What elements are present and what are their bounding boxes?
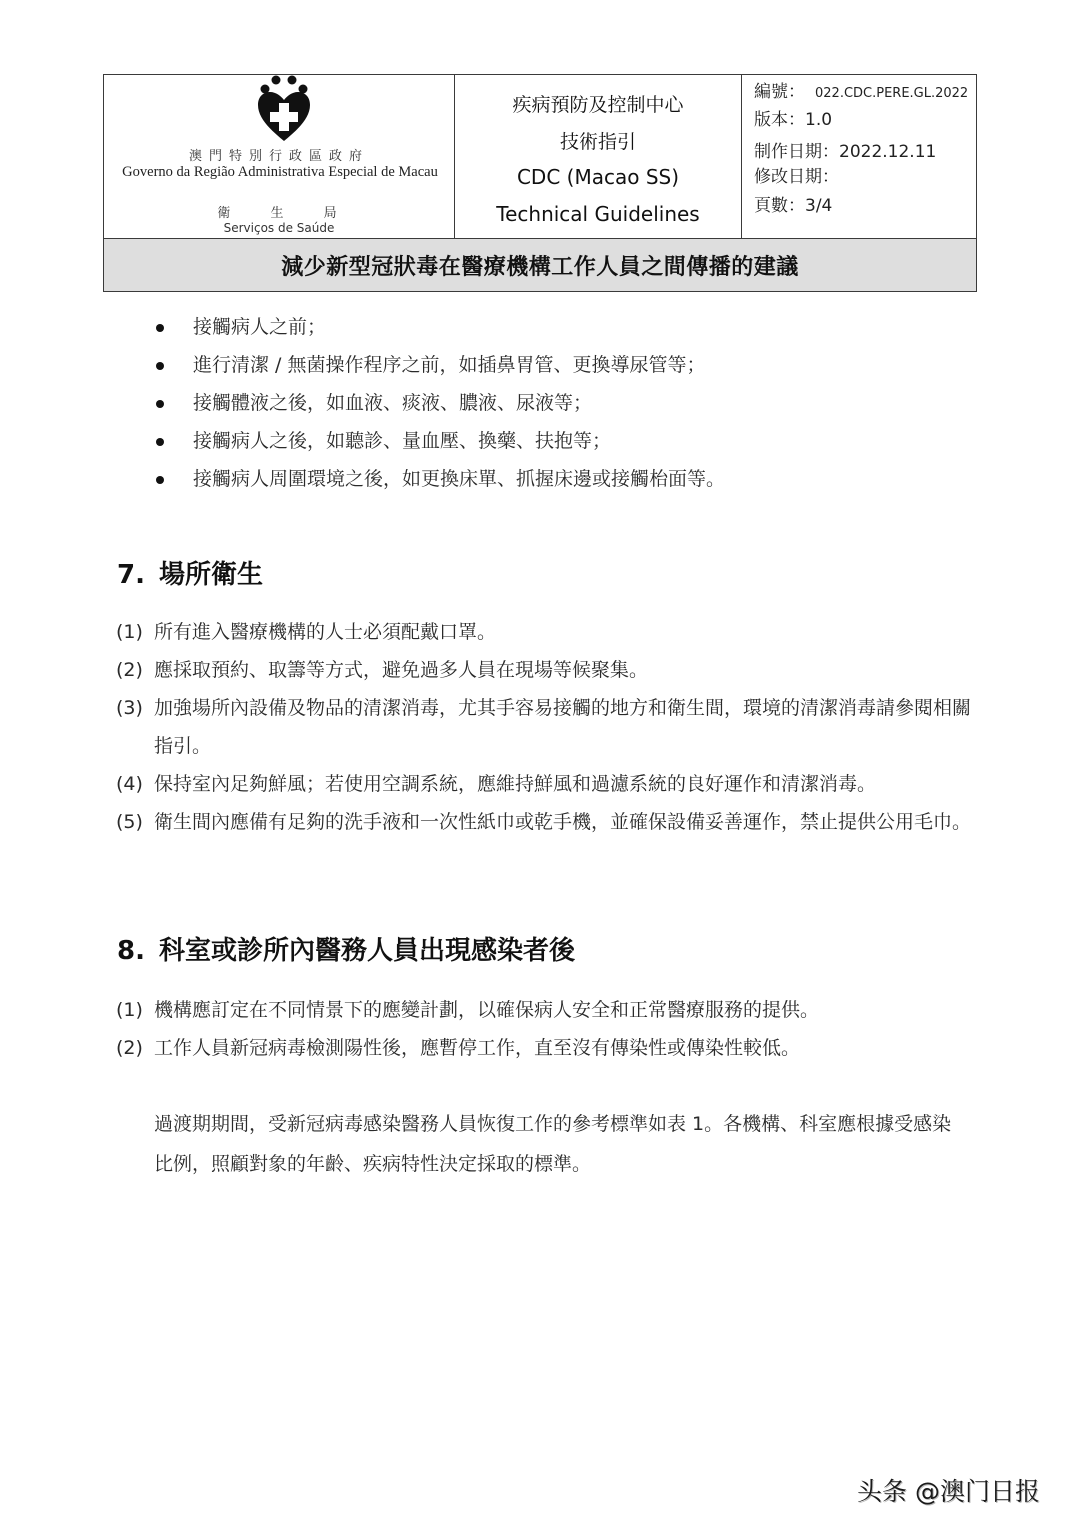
item-index: (1) xyxy=(116,999,143,1021)
item-text: 機構應訂定在不同情景下的應變計劃，以確保病人安全和正常醫療服務的提供。 xyxy=(154,999,820,1021)
item-index: (5) xyxy=(116,811,143,833)
item-index: (3) xyxy=(116,697,143,719)
document-header-table xyxy=(103,74,977,292)
bullet-item xyxy=(153,388,725,426)
section-8-paragraph: 過渡期期間，受新冠病毒感染醫務人員恢復工作的參考標準如表 1。各機構、科室應根據受感染比例，照顧對象的年齡、疾病特性決定採取的標準。 xyxy=(154,1113,952,1175)
item-index: (1) xyxy=(116,621,143,643)
item-text: 加強場所內設備及物品的清潔消毒，尤其手容易接觸的地方和衛生間，環境的清潔消毒請參閱相關指引。 xyxy=(154,697,972,757)
header-meta-cell xyxy=(742,75,976,238)
item-text: 保持室內足夠鮮風；若使用空調系統，應維持鮮風和過濾系統的良好運作和清潔消毒。 xyxy=(154,773,877,795)
center-title-line1: 疾病預防及控制中心 xyxy=(512,94,684,116)
document-title-row xyxy=(104,238,976,291)
bullet-dot-icon xyxy=(156,438,164,446)
header-title-cell xyxy=(455,75,742,238)
government-name-pt: Governo da Região Administrativa Especial de Macau xyxy=(122,164,438,180)
center-title-line2: 技術指引 xyxy=(559,131,636,153)
numbered-item xyxy=(116,689,976,765)
section-8-number: 8. xyxy=(117,936,145,966)
bullet-item xyxy=(153,350,725,388)
meta-pages xyxy=(754,191,832,216)
numbered-item xyxy=(116,991,976,1029)
bullet-dot-icon xyxy=(156,476,164,484)
bullet-item xyxy=(153,464,725,502)
department-name-pt: Serviços de Saúde xyxy=(223,221,335,235)
hand-hygiene-bullet-list xyxy=(153,312,725,502)
source-watermark: 头条 @澳门日报 xyxy=(857,1477,1040,1506)
document-title: 減少新型冠狀毒在醫療機構工作人員之間傳播的建議 xyxy=(281,254,799,280)
meta-version xyxy=(754,105,832,130)
bullet-text: 接觸病人周圍環境之後，如更換床單、抓握床邊或接觸枱面等。 xyxy=(193,468,726,490)
meta-version-label: 版本： xyxy=(754,110,805,130)
center-title-line3: CDC (Macao SS) xyxy=(516,165,680,189)
meta-code xyxy=(754,77,968,102)
center-title-line4: Technical Guidelines xyxy=(496,202,700,226)
section-7-list xyxy=(116,613,976,841)
header-top-row xyxy=(104,75,976,238)
section-8-title: 科室或診所內醫務人員出現感染者後 xyxy=(158,936,575,966)
bullet-text: 接觸病人之後，如聽診、量血壓、換藥、扶抱等； xyxy=(193,430,612,452)
bullet-dot-icon xyxy=(156,324,164,332)
section-7-number: 7. xyxy=(117,560,145,590)
numbered-item xyxy=(116,651,976,689)
numbered-item xyxy=(116,613,976,651)
item-text: 工作人員新冠病毒檢測陽性後，應暫停工作，直至沒有傳染性或傳染性較低。 xyxy=(154,1037,801,1059)
section-7-heading xyxy=(117,554,263,591)
bullet-dot-icon xyxy=(156,362,164,370)
item-index: (4) xyxy=(116,773,143,795)
header-logo-cell xyxy=(104,75,455,238)
numbered-item xyxy=(116,803,976,841)
section-7-title: 場所衛生 xyxy=(158,560,263,590)
bullet-text: 接觸體液之後，如血液、痰液、膿液、尿液等； xyxy=(193,392,593,414)
meta-created-value: 2022.12.11 xyxy=(839,142,937,162)
meta-code-label: 編號： xyxy=(754,82,805,102)
bullet-item xyxy=(153,426,725,464)
numbered-item xyxy=(116,765,976,803)
government-name-zh: 澳門特別行政區政府 xyxy=(188,149,369,164)
meta-modified-label: 修改日期： xyxy=(754,167,839,187)
meta-pages-value: 3/4 xyxy=(805,196,833,216)
meta-created xyxy=(754,137,936,162)
health-bureau-logo-icon xyxy=(254,75,314,143)
item-index: (2) xyxy=(116,659,143,681)
meta-version-value: 1.0 xyxy=(805,110,833,130)
bullet-item xyxy=(153,312,725,350)
bullet-text: 進行清潔 / 無菌操作程序之前，如插鼻胃管、更換導尿管等； xyxy=(193,354,706,376)
meta-code-value: 022.CDC.PERE.GL.2022 xyxy=(815,86,969,101)
meta-created-label: 制作日期： xyxy=(754,142,839,162)
bullet-dot-icon xyxy=(156,400,164,408)
meta-pages-label: 頁數： xyxy=(754,196,805,216)
item-text: 應採取預約、取籌等方式，避免過多人員在現場等候聚集。 xyxy=(154,659,649,681)
section-8-heading xyxy=(117,930,575,967)
bullet-text: 接觸病人之前； xyxy=(193,316,327,338)
department-name-zh: 衛 生 局 xyxy=(217,206,355,221)
item-index: (2) xyxy=(116,1037,143,1059)
item-text: 衛生間內應備有足夠的洗手液和一次性紙巾或乾手機，並確保設備妥善運作，禁止提供公用毛巾。 xyxy=(154,811,972,833)
numbered-item xyxy=(116,1029,976,1067)
section-8-list xyxy=(116,991,976,1067)
item-text: 所有進入醫療機構的人士必須配戴口罩。 xyxy=(154,621,497,643)
meta-modified xyxy=(754,162,839,187)
